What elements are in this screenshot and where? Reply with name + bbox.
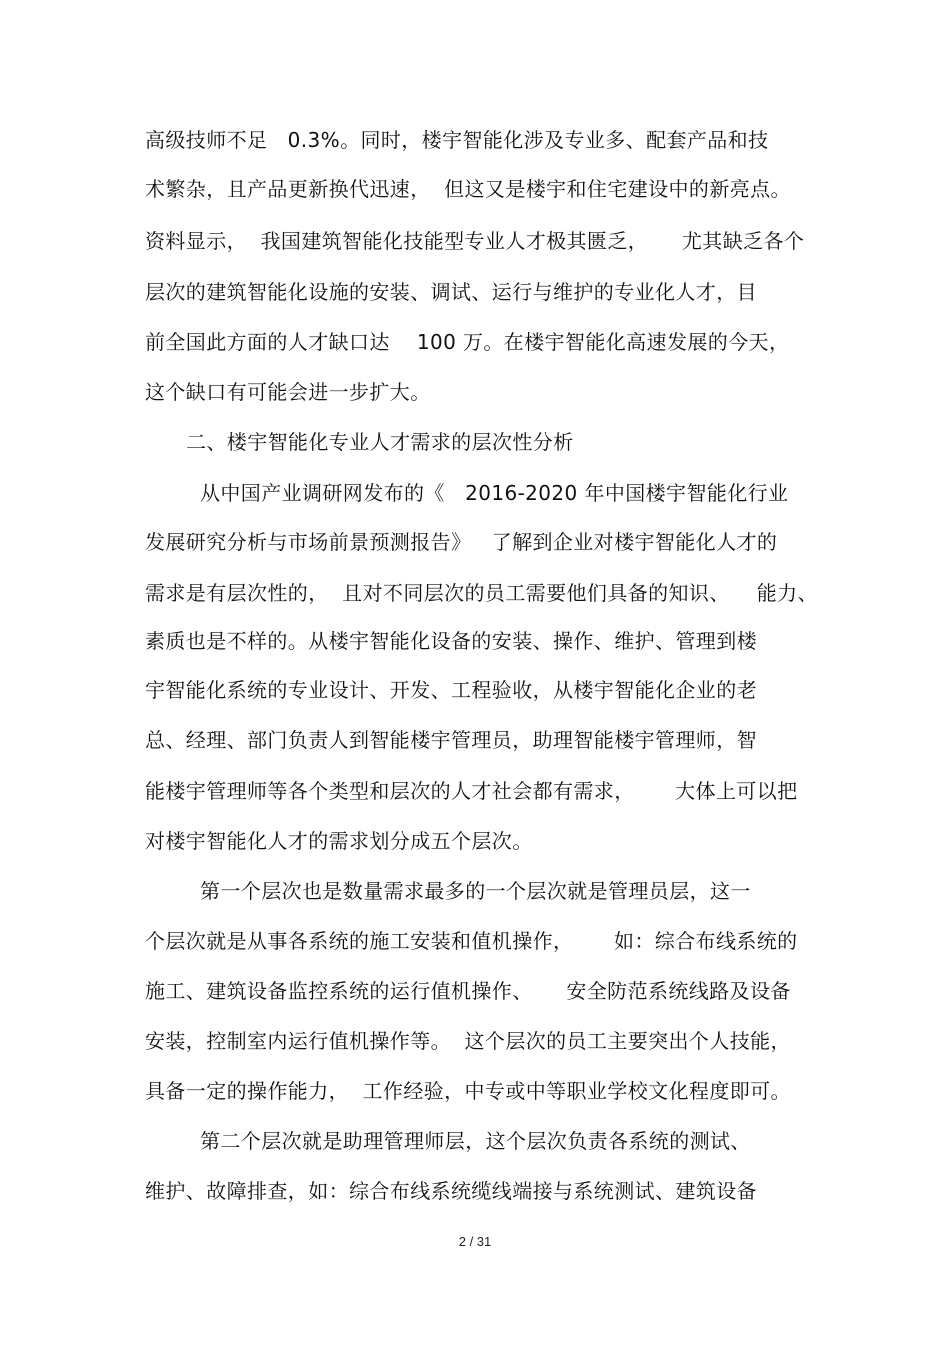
text-line: 第一个层次也是数量需求最多的一个层次就是管理员层，这一 [200, 879, 751, 903]
text-line: 施工、建筑设备监控系统的运行值机操作、 安全防范系统线路及设备 [145, 979, 791, 1003]
text-line: 具备一定的操作能力， 工作经验，中专或中等职业学校文化程度即可。 [145, 1079, 791, 1103]
text-line: 个层次就是从事各系统的施工安装和值机操作， 如：综合布线系统的 [145, 929, 798, 953]
text-line: 素质也是不样的。从楼宇智能化设备的安装、操作、维护、管理到楼 [145, 629, 757, 653]
text-line: 从中国产业调研网发布的《 2016-2020 年中国楼宇智能化行业 [200, 481, 789, 505]
text-line: 能楼宇管理师等各个类型和层次的人才社会都有需求， 大体上可以把 [145, 779, 798, 803]
text-line: 发展研究分析与市场前景预测报告》 了解到企业对楼宇智能化人才的 [145, 530, 778, 554]
text-line: 总、经理、部门负责人到智能楼宇管理员，助理智能楼宇管理师，智 [145, 728, 757, 752]
text-line: 第二个层次就是助理管理师层，这个层次负责各系统的测试、 [200, 1129, 751, 1153]
text-line: 对楼宇智能化人才的需求划分成五个层次。 [145, 829, 533, 853]
section-heading: 二、楼宇智能化专业人才需求的层次性分析 [186, 430, 574, 454]
text-line: 这个缺口有可能会进一步扩大。 [145, 380, 431, 404]
text-line: 前全国此方面的人才缺口达 100 万。在楼宇智能化高速发展的今天， [145, 330, 790, 354]
text-line: 需求是有层次性的， 且对不同层次的员工需要他们具备的知识、 能力、 [145, 581, 818, 605]
text-line: 资料显示， 我国建筑智能化技能型专业人才极其匮乏， 尤其缺乏各个 [145, 229, 805, 253]
text-line: 层次的建筑智能化设施的安装、调试、运行与维护的专业化人才，目 [145, 280, 757, 304]
text-line: 安装，控制室内运行值机操作等。 这个层次的员工主要突出个人技能， [145, 1029, 791, 1053]
text-line: 术繁杂，且产品更新换代迅速， 但这又是楼宇和住宅建设中的新亮点。 [145, 177, 791, 201]
text-line: 高级技师不足 0.3%。同时，楼宇智能化涉及专业多、配套产品和技 [145, 128, 769, 152]
page-number: 2 / 31 [458, 1234, 492, 1249]
text-line: 宇智能化系统的专业设计、开发、工程验收，从楼宇智能化企业的老 [145, 678, 757, 702]
text-line: 维护、故障排查，如：综合布线系统缆线端接与系统测试、建筑设备 [145, 1179, 757, 1203]
